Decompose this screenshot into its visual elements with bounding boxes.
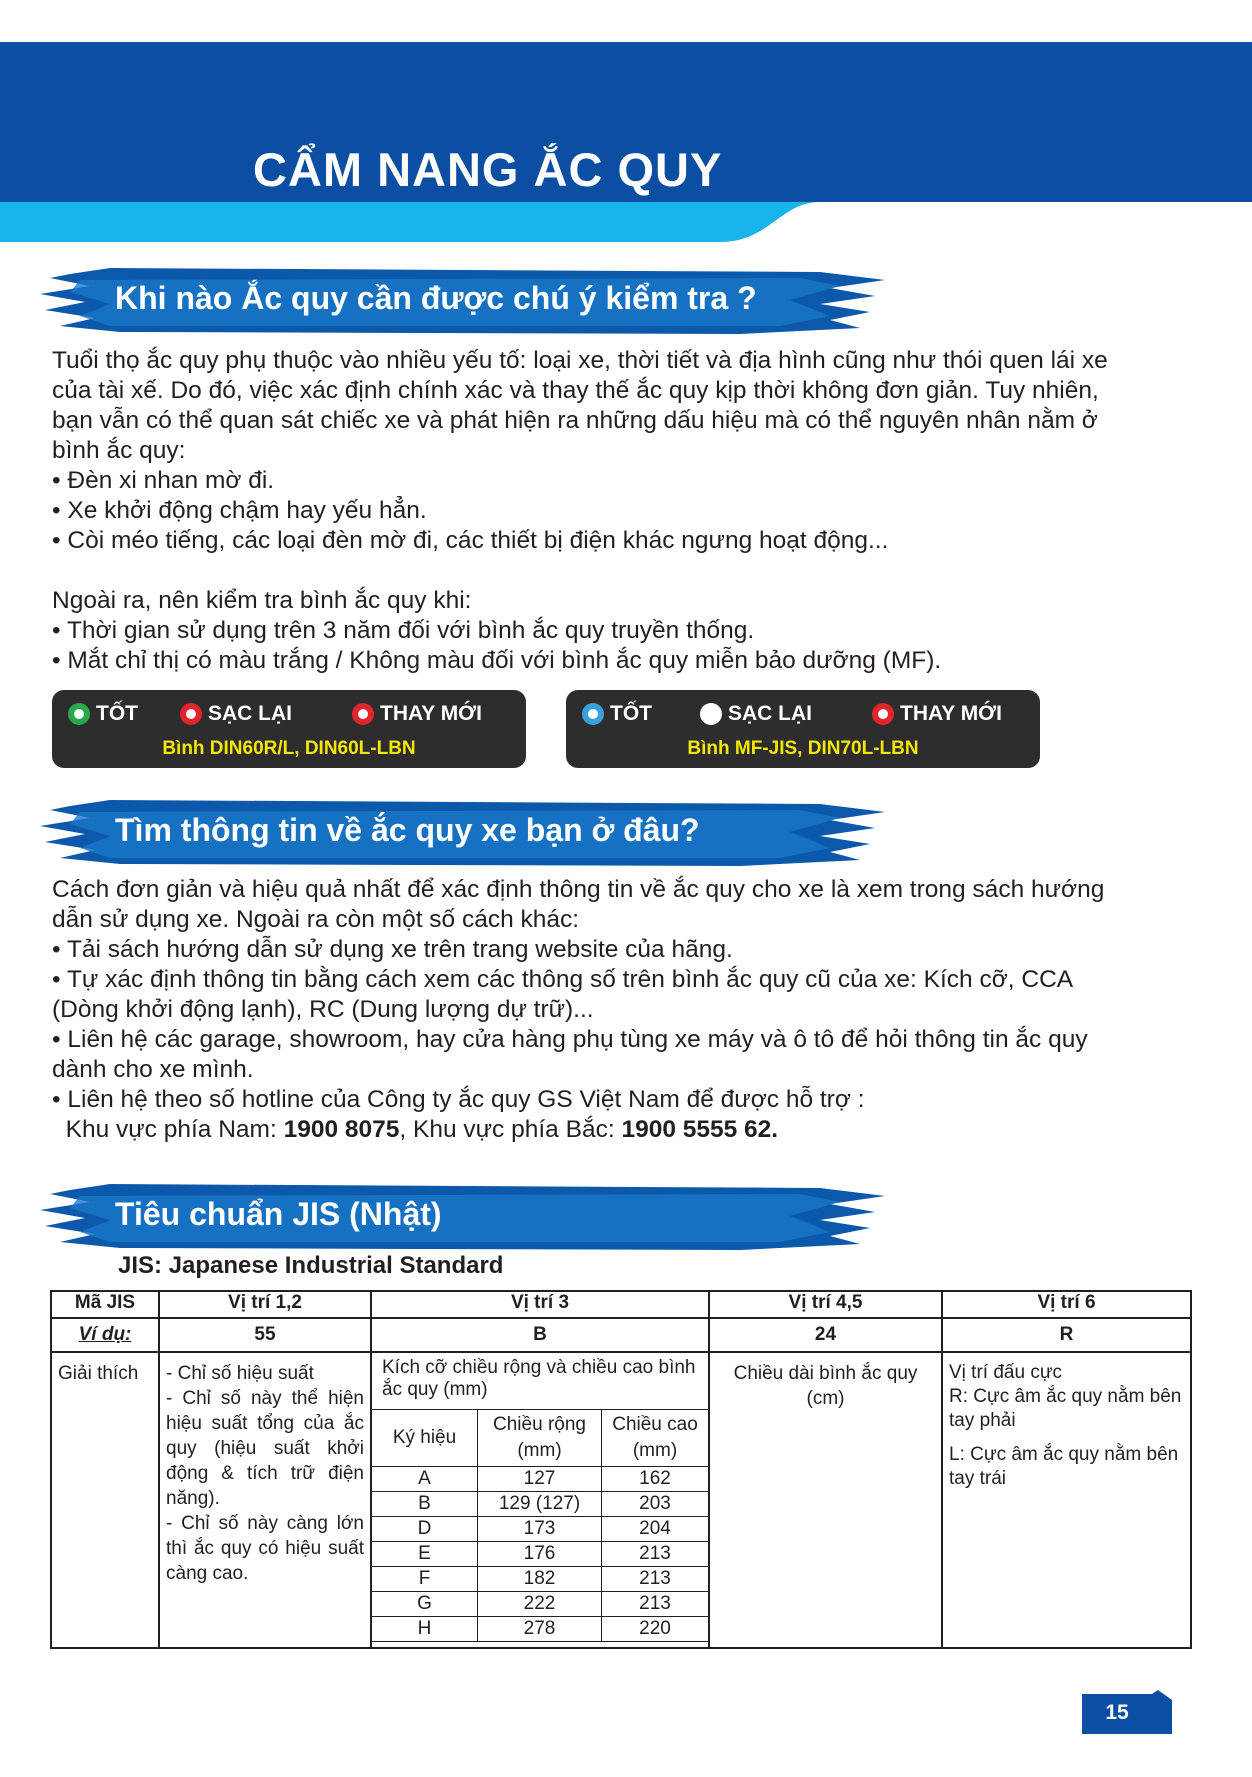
pos6-explain <box>942 1352 1191 1648</box>
size-header-cell: Chiều cao (mm) <box>602 1410 709 1467</box>
page-title: CẨM NANG ẮC QUY <box>253 143 723 196</box>
pos3-title: Kích cỡ chiều rộng và chiều cao bình ắc quy (mm) <box>382 1357 696 1400</box>
indicator-recharge <box>180 702 292 726</box>
blank-line <box>52 556 1182 586</box>
bullet-item: • Tải sách hướng dẫn sử dụng xe trên trang website của hãng. <box>52 936 733 963</box>
section-heading-banner <box>40 792 890 872</box>
size-cell: D <box>372 1517 478 1542</box>
hotline-north-label: , Khu vực phía Bắc: <box>399 1116 622 1143</box>
size-cell: 176 <box>478 1542 602 1567</box>
size-row <box>372 1542 709 1567</box>
example-cell: 24 <box>709 1318 942 1352</box>
indicator-dot-icon <box>872 703 894 725</box>
bullet-item: • Tự xác định thông tin bằng cách xem các thông số trên bình ắc quy cũ của xe: Kích cỡ, CCA <box>52 966 1074 993</box>
hotline-north-number: 1900 5555 62. <box>621 1116 779 1143</box>
size-cell: 129 (127) <box>478 1492 602 1517</box>
body-line: Tuổi thọ ắc quy phụ thuộc vào nhiều yếu tố: loại xe, thời tiết và địa hình cũng như thói quen lái xe <box>52 347 1108 374</box>
table-explain-row <box>51 1352 1191 1648</box>
indicator-good <box>68 702 138 726</box>
body-line: (Dòng khởi động lạnh), RC (Dung lượng dự trữ)... <box>52 996 594 1023</box>
pos6-title: Vị trí đấu cực <box>949 1362 1063 1383</box>
header-cell: Vị trí 6 <box>942 1291 1191 1318</box>
pos6-right: R: Cực âm ắc quy nằm bên tay phải <box>949 1386 1182 1431</box>
size-cell: B <box>372 1492 478 1517</box>
pos12-line: - Chỉ số này thể hiện hiệu suất tổng của ắc quy (hiệu suất khởi động & tích trữ điện năng). <box>166 1388 364 1509</box>
example-cell: 55 <box>159 1318 371 1352</box>
size-cell: 204 <box>602 1517 709 1542</box>
indicator-dot-icon <box>352 703 374 725</box>
hotline-south-number: 1900 8075 <box>283 1116 400 1143</box>
section-heading-banner <box>40 260 890 340</box>
size-cell: F <box>372 1567 478 1592</box>
size-cell: 213 <box>602 1542 709 1567</box>
section-heading-text: Tiêu chuẩn JIS (Nhật) <box>115 1196 442 1232</box>
bullet-item: • Thời gian sử dụng trên 3 năm đối với bình ắc quy truyền thống. <box>52 617 755 644</box>
indicator-dot-icon <box>68 703 90 725</box>
page-header <box>0 42 1252 242</box>
indicator-replace-label: THAY MỚI <box>900 702 1002 725</box>
pos3-explain <box>371 1352 709 1648</box>
table-header-row <box>51 1291 1191 1318</box>
bullet-item: • Đèn xi nhan mờ đi. <box>52 467 275 494</box>
indicator-caption: Bình MF-JIS, DIN70L-LBN <box>687 738 919 759</box>
bullet-item: • Liên hệ theo số hotline của Công ty ắc quy GS Việt Nam để được hỗ trợ : <box>52 1086 865 1113</box>
explain-label: Giải thích <box>51 1352 159 1648</box>
body-line: bạn vẫn có thể quan sát chiếc xe và phát hiện ra những dấu hiệu mà có thể nguyên nhân nằm ở <box>52 407 1098 434</box>
size-table <box>371 1409 709 1642</box>
section2-body <box>52 875 1182 1145</box>
body-line: của tài xế. Do đó, việc xác định chính xác và thay thế ắc quy kịp thời không đơn giản. Tuy nhiên, <box>52 377 1099 404</box>
size-row <box>372 1592 709 1617</box>
hotline-line <box>52 1115 1182 1145</box>
indicator-legend-mf <box>566 690 1040 768</box>
size-cell: H <box>372 1617 478 1642</box>
size-header-cell: Ký hiệu <box>372 1410 478 1467</box>
hotline-south-label: Khu vực phía Nam: <box>52 1116 284 1143</box>
header-cell: Mã JIS <box>51 1291 159 1318</box>
pos6-left: L: Cực âm ắc quy nằm bên tay trái <box>949 1444 1179 1489</box>
size-header-cell: Chiều rộng (mm) <box>478 1410 602 1467</box>
pos45-explain: Chiều dài bình ắc quy (cm) <box>709 1352 942 1648</box>
size-row <box>372 1467 709 1492</box>
example-cell: R <box>942 1318 1191 1352</box>
bullet-item: • Còi méo tiếng, các loại đèn mờ đi, các thiết bị điện khác ngưng hoạt động... <box>52 527 889 554</box>
size-cell: 278 <box>478 1617 602 1642</box>
size-row <box>372 1492 709 1517</box>
indicator-good <box>582 702 652 726</box>
body-line: Cách đơn giản và hiệu quả nhất để xác định thông tin về ắc quy cho xe là xem trong sách hướng <box>52 876 1105 903</box>
table-example-row <box>51 1318 1191 1352</box>
indicator-dot-icon <box>700 703 722 725</box>
size-row <box>372 1617 709 1642</box>
bullet-item: • Liên hệ các garage, showroom, hay cửa hàng phụ tùng xe máy và ô tô để hỏi thông tin ắc quy <box>52 1026 1088 1053</box>
size-cell: 182 <box>478 1567 602 1592</box>
indicator-replace <box>872 702 1002 726</box>
body-line: bình ắc quy: <box>52 437 186 464</box>
indicator-good-label: TỐT <box>610 702 652 725</box>
size-cell: 162 <box>602 1467 709 1492</box>
section-heading-text: Khi nào Ắc quy cần được chú ý kiểm tra ? <box>115 280 757 316</box>
indicator-dot-icon <box>180 703 202 725</box>
size-cell: A <box>372 1467 478 1492</box>
pos12-explain <box>159 1352 371 1648</box>
indicator-dot-icon <box>582 703 604 725</box>
header-cell: Vị trí 3 <box>371 1291 709 1318</box>
size-cell: 173 <box>478 1517 602 1542</box>
page-number: 15 <box>1105 1701 1129 1724</box>
size-row <box>372 1517 709 1542</box>
body-line: dành cho xe mình. <box>52 1056 254 1083</box>
body-line: Ngoài ra, nên kiểm tra bình ắc quy khi: <box>52 587 472 614</box>
header-cell: Vị trí 4,5 <box>709 1291 942 1318</box>
bullet-item: • Mắt chỉ thị có màu trắng / Không màu đối với bình ắc quy miễn bảo dưỡng (MF). <box>52 647 942 674</box>
page-number-badge <box>1082 1690 1172 1734</box>
size-header-row <box>372 1410 709 1467</box>
example-cell: B <box>371 1318 709 1352</box>
indicator-replace <box>352 702 482 726</box>
size-cell: 222 <box>478 1592 602 1617</box>
indicator-replace-label: THAY MỚI <box>380 702 482 725</box>
pos12-line: - Chỉ số này càng lớn thì ắc quy có hiệu suất càng cao. <box>166 1513 364 1584</box>
jis-subtitle: JIS: Japanese Industrial Standard <box>118 1252 504 1279</box>
indicator-recharge <box>700 702 812 726</box>
section-heading-text: Tìm thông tin về ắc quy xe bạn ở đâu? <box>115 812 700 848</box>
jis-table <box>50 1290 1192 1649</box>
size-cell: 213 <box>602 1567 709 1592</box>
size-cell: 220 <box>602 1617 709 1642</box>
body-line: dẫn sử dụng xe. Ngoài ra còn một số cách khác: <box>52 906 580 933</box>
section1-body <box>52 346 1182 676</box>
indicator-recharge-label: SẠC LẠI <box>208 702 292 725</box>
indicator-good-label: TỐT <box>96 702 138 725</box>
size-cell: E <box>372 1542 478 1567</box>
indicator-legend-din <box>52 690 526 768</box>
indicator-recharge-label: SẠC LẠI <box>728 702 812 725</box>
header-cell: Vị trí 1,2 <box>159 1291 371 1318</box>
indicator-caption: Bình DIN60R/L, DIN60L-LBN <box>162 738 416 759</box>
size-cell: G <box>372 1592 478 1617</box>
pos12-line: - Chỉ số hiệu suất <box>166 1363 314 1384</box>
size-cell: 203 <box>602 1492 709 1517</box>
section-heading-banner <box>40 1176 890 1256</box>
size-cell: 127 <box>478 1467 602 1492</box>
size-row <box>372 1567 709 1592</box>
bullet-item: • Xe khởi động chậm hay yếu hẳn. <box>52 497 427 524</box>
example-label: Ví dụ: <box>51 1318 159 1352</box>
size-cell: 213 <box>602 1592 709 1617</box>
